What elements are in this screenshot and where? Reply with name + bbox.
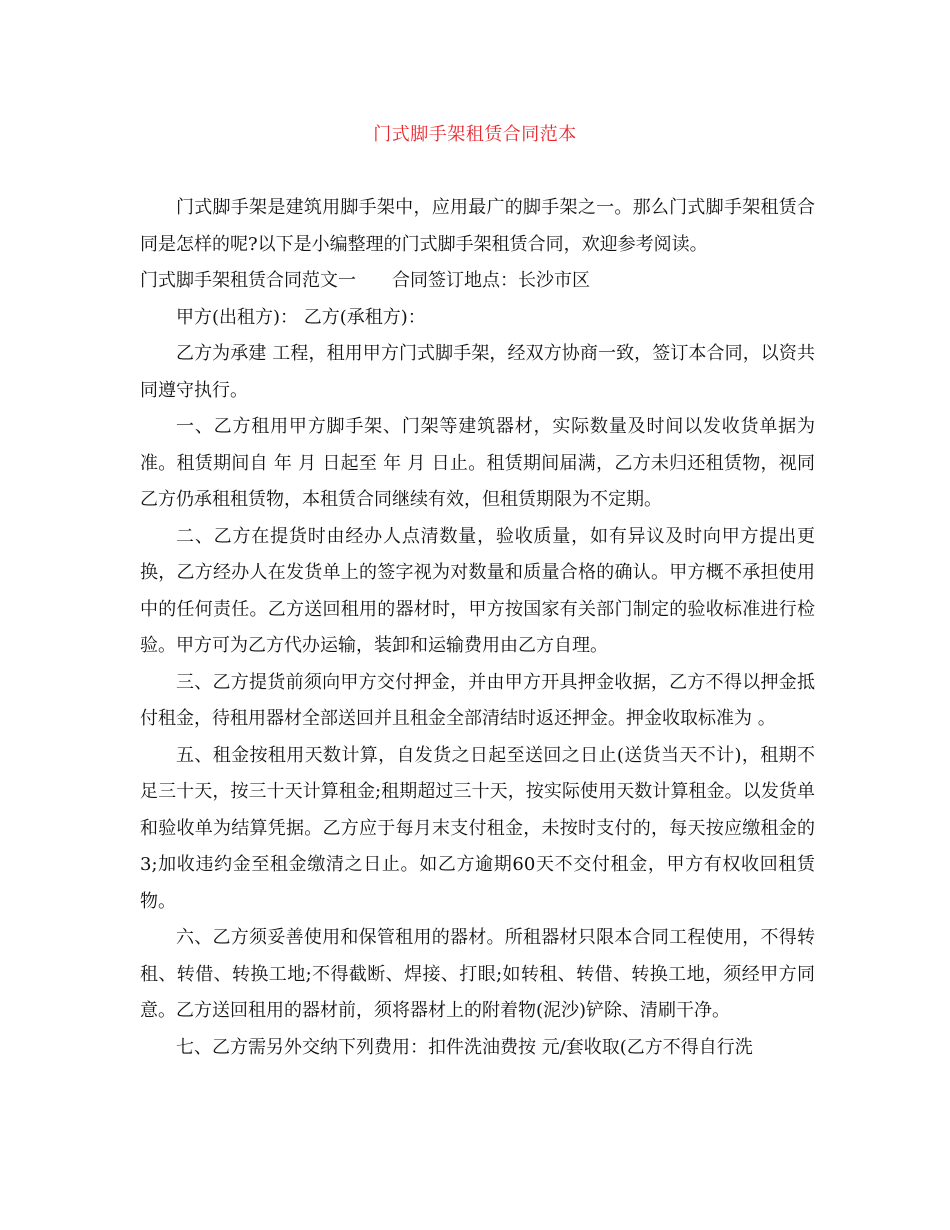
intro-paragraph: 门式脚手架是建筑用脚手架中，应用最广的脚手架之一。那么门式脚手架租赁合同是怎样的呢?以下是小编整理的门式脚手架租赁合同，欢迎参考阅读。 bbox=[140, 197, 815, 255]
sample-heading-line bbox=[140, 263, 815, 300]
clause-paragraph: 六、乙方须妥善使用和保管租用的器材。所租器材只限本合同工程使用，不得转租、转借、转换工地;不得截断、焊接、打眼;如转租、转借、转换工地，须经甲方同意。乙方送回租用的器材前，须将器材上的附着物(泥沙)铲除、清刷干净。 bbox=[140, 927, 815, 1021]
document-body bbox=[140, 190, 815, 1066]
sample-heading: 门式脚手架租赁合同范文一 bbox=[140, 270, 356, 291]
signing-place: 合同签订地点：长沙市区 bbox=[392, 270, 590, 291]
preamble-paragraph: 乙方为承建 工程，租用甲方门式脚手架，经双方协商一致，签订本合同，以资共同遵守执行。 bbox=[140, 343, 815, 401]
clause-paragraph: 一、乙方租用甲方脚手架、门架等建筑器材，实际数量及时间以发收货单据为准。租赁期间自 年 月 日起至 年 月 日止。租赁期间届满，乙方未归还租赁物，视同乙方仍承租租赁物，本租赁合同继续有效，但租赁期限为不定期。 bbox=[140, 416, 815, 510]
document-title: 门式脚手架租赁合同范本 bbox=[373, 124, 577, 145]
clause-paragraph: 五、租金按租用天数计算，自发货之日起至送回之日止(送货当天不计)，租期不足三十天，按三十天计算租金;租期超过三十天，按实际使用天数计算租金。以发货单和验收单为结算凭据。乙方应于每月末支付租金，未按时支付的，每天按应缴租金的3;加收违约金至租金缴清之日止。如乙方逾期60天不交付租金，甲方有权收回租赁物。 bbox=[140, 744, 815, 912]
clause-paragraph: 三、乙方提货前须向甲方交付押金，并由甲方开具押金收据，乙方不得以押金抵付租金，待租用器材全部送回并且租金全部清结时返还押金。押金收取标准为 。 bbox=[140, 671, 815, 729]
clause-paragraph: 二、乙方在提货时由经办人点清数量，验收质量，如有异议及时向甲方提出更换，乙方经办人在发货单上的签字视为对数量和质量合格的确认。甲方概不承担使用中的任何责任。乙方送回租用的器材时，甲方按国家有关部门制定的验收标准进行检验。甲方可为乙方代办运输，装卸和运输费用由乙方自理。 bbox=[140, 525, 815, 656]
parties-line: 甲方(出租方)： 乙方(承租方)： bbox=[176, 306, 426, 328]
clause-paragraph: 七、乙方需另外交纳下列费用：扣件洗油费按 元/套收取(乙方不得自行洗 bbox=[176, 1036, 753, 1058]
